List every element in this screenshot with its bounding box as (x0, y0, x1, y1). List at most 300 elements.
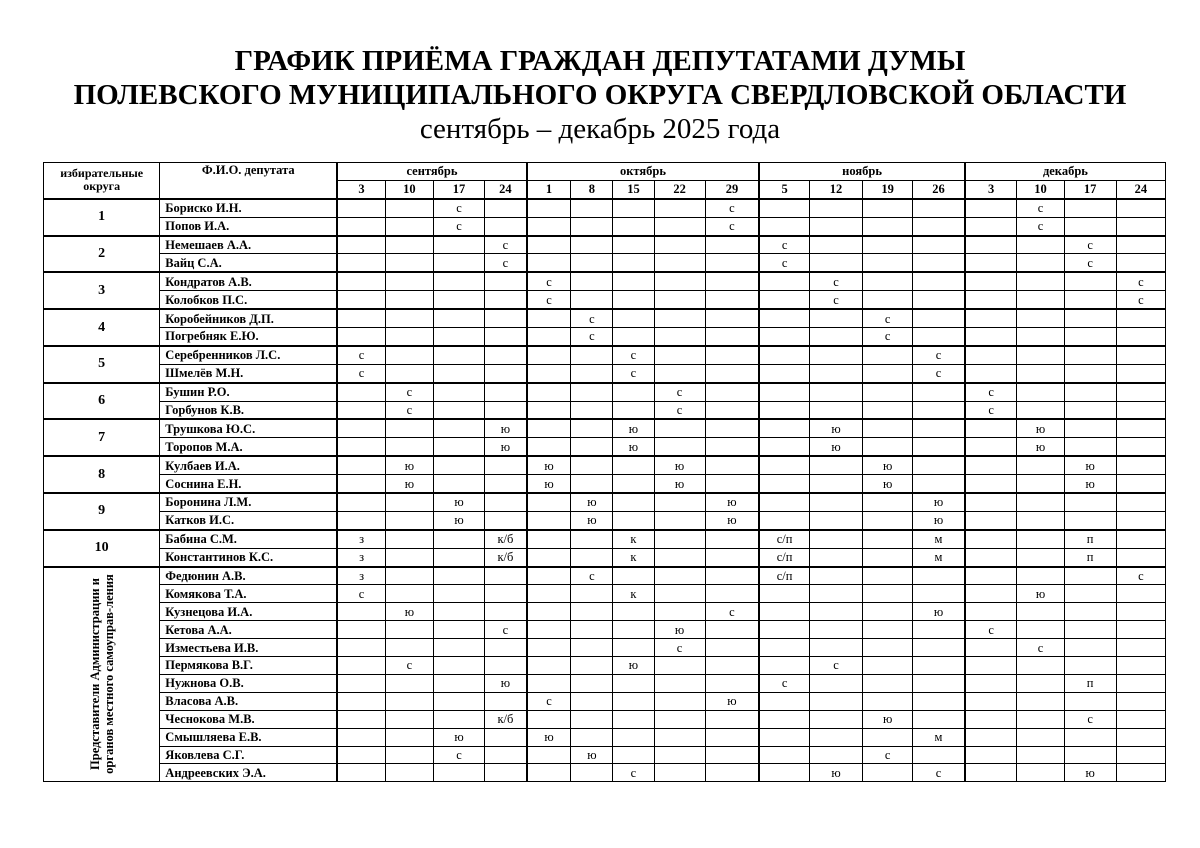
schedule-cell (1017, 728, 1064, 746)
schedule-cell (485, 199, 527, 217)
schedule-cell (485, 364, 527, 382)
schedule-cell (759, 657, 809, 675)
schedule-cell (965, 657, 1017, 675)
schedule-cell (759, 309, 809, 327)
schedule-cell (385, 548, 433, 566)
schedule-cell: с (1064, 254, 1116, 272)
schedule-cell (654, 764, 705, 782)
title-line-2: ПОЛЕВСКОГО МУНИЦИПАЛЬНОГО ОКРУГА СВЕРДЛОВСКОЙ ОБЛАСТИ (73, 79, 1127, 111)
schedule-cell (527, 383, 571, 401)
schedule-cell (1116, 254, 1165, 272)
schedule-cell (654, 419, 705, 437)
schedule-cell: с (1064, 710, 1116, 728)
schedule-cell: к/б (485, 548, 527, 566)
schedule-cell (337, 493, 385, 511)
schedule-cell: с (337, 364, 385, 382)
schedule-cell (527, 419, 571, 437)
deputy-name: Бориско И.Н. (160, 199, 337, 217)
schedule-cell (913, 438, 965, 456)
schedule-cell (613, 728, 654, 746)
schedule-cell (863, 383, 913, 401)
schedule-cell (571, 254, 613, 272)
schedule-cell: ю (1017, 419, 1064, 437)
schedule-cell (654, 548, 705, 566)
schedule-cell (337, 657, 385, 675)
schedule-cell (571, 236, 613, 254)
schedule-cell (485, 657, 527, 675)
schedule-cell (1064, 603, 1116, 621)
schedule-cell (337, 272, 385, 290)
schedule-cell (433, 419, 484, 437)
schedule-cell (1017, 746, 1064, 764)
schedule-cell (571, 603, 613, 621)
schedule-cell (527, 346, 571, 364)
schedule-cell (613, 692, 654, 710)
schedule-cell (485, 493, 527, 511)
schedule-cell: с (965, 401, 1017, 419)
schedule-cell (571, 475, 613, 493)
schedule-cell (433, 346, 484, 364)
schedule-cell (965, 548, 1017, 566)
schedule-cell (613, 456, 654, 474)
table-row (44, 621, 1166, 639)
header-day: 15 (613, 180, 654, 198)
schedule-cell (337, 419, 385, 437)
schedule-cell (433, 456, 484, 474)
schedule-cell (485, 567, 527, 585)
schedule-cell: с (1017, 639, 1064, 657)
schedule-cell (1017, 364, 1064, 382)
schedule-cell (485, 346, 527, 364)
schedule-cell: ю (485, 438, 527, 456)
schedule-cell (705, 710, 759, 728)
schedule-cell (863, 401, 913, 419)
schedule-cell (809, 236, 862, 254)
schedule-cell: с/п (759, 548, 809, 566)
schedule-cell (965, 639, 1017, 657)
schedule-cell: ю (809, 438, 862, 456)
schedule-cell (385, 236, 433, 254)
schedule-cell: с (913, 346, 965, 364)
schedule-cell (571, 272, 613, 290)
schedule-cell: с (705, 603, 759, 621)
schedule-cell (809, 548, 862, 566)
table-row (44, 764, 1166, 782)
schedule-cell (337, 692, 385, 710)
schedule-cell (705, 621, 759, 639)
schedule-cell (1064, 272, 1116, 290)
schedule-cell (1116, 585, 1165, 603)
schedule-cell: с (337, 346, 385, 364)
schedule-cell (965, 438, 1017, 456)
schedule-cell (485, 475, 527, 493)
schedule-cell (913, 199, 965, 217)
schedule-cell: ю (913, 493, 965, 511)
schedule-cell (337, 511, 385, 529)
header-day: 3 (965, 180, 1017, 198)
schedule-cell (965, 530, 1017, 548)
schedule-cell (527, 309, 571, 327)
schedule-cell (913, 585, 965, 603)
deputy-name: Коробейников Д.П. (160, 309, 337, 327)
schedule-cell: с (433, 746, 484, 764)
schedule-cell (613, 746, 654, 764)
schedule-cell: с (527, 291, 571, 309)
schedule-cell (433, 764, 484, 782)
schedule-cell (965, 364, 1017, 382)
header-month: октябрь (527, 163, 760, 181)
schedule-cell: с (385, 657, 433, 675)
schedule-cell (1064, 493, 1116, 511)
schedule-cell (433, 254, 484, 272)
schedule-cell (759, 364, 809, 382)
schedule-cell (527, 621, 571, 639)
deputy-name: Попов И.А. (160, 217, 337, 235)
schedule-cell (965, 309, 1017, 327)
schedule-cell (654, 511, 705, 529)
deputy-name: Смышляева Е.В. (160, 728, 337, 746)
schedule-cell (705, 383, 759, 401)
deputy-name: Нужнова О.В. (160, 674, 337, 692)
district-number: 4 (44, 309, 160, 346)
schedule-cell: с (809, 272, 862, 290)
schedule-cell (1064, 346, 1116, 364)
schedule-cell: ю (485, 419, 527, 437)
schedule-cell (571, 401, 613, 419)
schedule-cell (1017, 657, 1064, 675)
table-row (44, 364, 1166, 382)
schedule-cell (809, 475, 862, 493)
schedule-cell (965, 254, 1017, 272)
schedule-cell (337, 603, 385, 621)
table-row (44, 692, 1166, 710)
schedule-cell (809, 254, 862, 272)
table-row (44, 710, 1166, 728)
schedule-cell: с (527, 272, 571, 290)
schedule-cell (863, 236, 913, 254)
schedule-cell (965, 328, 1017, 346)
schedule-cell: ю (863, 710, 913, 728)
schedule-cell: з (337, 548, 385, 566)
schedule-cell (913, 621, 965, 639)
schedule-cell (1116, 199, 1165, 217)
schedule-cell (485, 309, 527, 327)
schedule-cell (863, 364, 913, 382)
schedule-cell: п (1064, 674, 1116, 692)
schedule-cell (1064, 511, 1116, 529)
schedule-cell (485, 511, 527, 529)
schedule-cell (571, 548, 613, 566)
schedule-cell (527, 657, 571, 675)
schedule-cell: ю (654, 456, 705, 474)
table-row (44, 493, 1166, 511)
schedule-cell (705, 530, 759, 548)
district-number: 10 (44, 530, 160, 567)
schedule-cell (613, 511, 654, 529)
schedule-cell (337, 639, 385, 657)
district-number: 6 (44, 383, 160, 420)
schedule-cell (385, 309, 433, 327)
schedule-cell (863, 585, 913, 603)
schedule-cell: с (613, 364, 654, 382)
schedule-cell: м (913, 530, 965, 548)
schedule-cell: ю (913, 511, 965, 529)
schedule-cell (654, 746, 705, 764)
schedule-cell (913, 475, 965, 493)
schedule-cell (705, 309, 759, 327)
schedule-cell (571, 346, 613, 364)
schedule-cell (1064, 199, 1116, 217)
schedule-cell (965, 493, 1017, 511)
deputy-name: Бабина С.М. (160, 530, 337, 548)
schedule-cell (527, 530, 571, 548)
table-row (44, 328, 1166, 346)
schedule-cell (809, 674, 862, 692)
schedule-cell: с (385, 383, 433, 401)
schedule-cell (759, 511, 809, 529)
schedule-cell (863, 217, 913, 235)
schedule-cell (1064, 585, 1116, 603)
schedule-cell (485, 217, 527, 235)
schedule-cell (485, 291, 527, 309)
schedule-cell (863, 621, 913, 639)
schedule-cell: с (654, 401, 705, 419)
schedule-cell (1116, 674, 1165, 692)
schedule-cell (337, 217, 385, 235)
deputy-name: Погребняк Е.Ю. (160, 328, 337, 346)
header-day: 17 (1064, 180, 1116, 198)
schedule-cell: с (613, 764, 654, 782)
schedule-cell (759, 585, 809, 603)
district-number: 1 (44, 199, 160, 236)
schedule-cell (1017, 272, 1064, 290)
schedule-cell (485, 383, 527, 401)
schedule-cell (705, 746, 759, 764)
schedule-cell (527, 217, 571, 235)
schedule-cell (433, 236, 484, 254)
schedule-cell (1064, 364, 1116, 382)
schedule-cell: с (1017, 217, 1064, 235)
schedule-cell (759, 639, 809, 657)
deputy-name: Константинов К.С. (160, 548, 337, 566)
schedule-cell (571, 639, 613, 657)
schedule-cell (913, 236, 965, 254)
schedule-cell (385, 674, 433, 692)
schedule-cell (759, 438, 809, 456)
schedule-cell (809, 692, 862, 710)
header-day: 3 (337, 180, 385, 198)
schedule-cell (433, 585, 484, 603)
schedule-cell (965, 567, 1017, 585)
schedule-cell (965, 199, 1017, 217)
schedule-cell (913, 567, 965, 585)
schedule-cell: с (485, 621, 527, 639)
header-day: 8 (571, 180, 613, 198)
schedule-cell: ю (385, 603, 433, 621)
table-row (44, 254, 1166, 272)
schedule-cell (705, 548, 759, 566)
deputy-name: Колобков П.С. (160, 291, 337, 309)
schedule-cell (705, 346, 759, 364)
schedule-cell: ю (705, 493, 759, 511)
schedule-cell (1017, 254, 1064, 272)
schedule-cell (433, 692, 484, 710)
schedule-cell (527, 548, 571, 566)
schedule-cell (759, 272, 809, 290)
schedule-cell (913, 639, 965, 657)
schedule-cell (385, 364, 433, 382)
schedule-cell (1116, 728, 1165, 746)
schedule-cell (613, 254, 654, 272)
schedule-cell: ю (571, 746, 613, 764)
header-day: 10 (1017, 180, 1064, 198)
schedule-cell (1064, 328, 1116, 346)
table-row (44, 383, 1166, 401)
schedule-cell (1116, 657, 1165, 675)
deputy-name: Торопов М.А. (160, 438, 337, 456)
schedule-cell (863, 603, 913, 621)
schedule-cell: с (613, 346, 654, 364)
schedule-cell: с (1116, 567, 1165, 585)
schedule-cell: ю (1064, 475, 1116, 493)
schedule-cell (385, 567, 433, 585)
schedule-cell (913, 328, 965, 346)
schedule-cell: с (759, 254, 809, 272)
schedule-cell (654, 585, 705, 603)
schedule-cell: с (433, 199, 484, 217)
schedule-cell (571, 674, 613, 692)
schedule-cell (759, 764, 809, 782)
schedule-cell (1017, 710, 1064, 728)
schedule-cell (759, 291, 809, 309)
schedule-cell (913, 456, 965, 474)
schedule-cell (759, 603, 809, 621)
schedule-cell (571, 199, 613, 217)
schedule-cell: с (913, 764, 965, 782)
schedule-cell (613, 236, 654, 254)
schedule-cell (385, 254, 433, 272)
schedule-cell: с (654, 639, 705, 657)
schedule-cell (613, 217, 654, 235)
schedule-cell (654, 328, 705, 346)
schedule-cell (1064, 401, 1116, 419)
schedule-cell (385, 438, 433, 456)
schedule-cell (1116, 346, 1165, 364)
schedule-cell (337, 710, 385, 728)
schedule-cell (705, 657, 759, 675)
schedule-cell: с (527, 692, 571, 710)
schedule-cell: ю (613, 657, 654, 675)
schedule-cell (863, 764, 913, 782)
deputy-name: Федюнин А.В. (160, 567, 337, 585)
schedule-cell (654, 674, 705, 692)
schedule-cell: с (863, 746, 913, 764)
schedule-cell (863, 438, 913, 456)
schedule-cell (759, 456, 809, 474)
schedule-cell (965, 419, 1017, 437)
schedule-cell (1017, 309, 1064, 327)
schedule-cell (385, 530, 433, 548)
schedule-cell (1116, 548, 1165, 566)
schedule-cell (1064, 438, 1116, 456)
schedule-cell (759, 746, 809, 764)
table-row (44, 272, 1166, 290)
schedule-cell (913, 674, 965, 692)
schedule-cell (1116, 236, 1165, 254)
district-number: 9 (44, 493, 160, 530)
schedule-cell (965, 456, 1017, 474)
schedule-cell (654, 364, 705, 382)
schedule-cell: ю (571, 511, 613, 529)
schedule-cell (1116, 530, 1165, 548)
schedule-cell: ю (705, 692, 759, 710)
schedule-cell (1017, 346, 1064, 364)
schedule-cell (759, 346, 809, 364)
schedule-cell (913, 746, 965, 764)
table-row (44, 511, 1166, 529)
schedule-cell (965, 710, 1017, 728)
schedule-cell (1116, 639, 1165, 657)
schedule-cell: с (1116, 272, 1165, 290)
schedule-cell (571, 530, 613, 548)
schedule-cell (809, 746, 862, 764)
schedule-cell: ю (863, 456, 913, 474)
schedule-cell (863, 254, 913, 272)
schedule-cell: м (913, 728, 965, 746)
schedule-cell: ю (527, 456, 571, 474)
table-row (44, 217, 1166, 235)
schedule-cell (527, 764, 571, 782)
schedule-cell (654, 710, 705, 728)
schedule-cell (705, 419, 759, 437)
table-row (44, 401, 1166, 419)
schedule-cell (527, 603, 571, 621)
header-month: ноябрь (759, 163, 965, 181)
deputy-name: Трушкова Ю.С. (160, 419, 337, 437)
schedule-cell: с/п (759, 530, 809, 548)
schedule-cell (809, 639, 862, 657)
schedule-cell: с (571, 567, 613, 585)
schedule-cell (705, 728, 759, 746)
schedule-cell (863, 272, 913, 290)
schedule-cell: с (1116, 291, 1165, 309)
schedule-cell (613, 603, 654, 621)
schedule-cell (385, 419, 433, 437)
document-title (0, 44, 1200, 146)
district-number: 8 (44, 456, 160, 493)
deputy-name: Изместьева И.В. (160, 639, 337, 657)
table-row (44, 567, 1166, 585)
schedule-cell: ю (705, 511, 759, 529)
schedule-cell (485, 401, 527, 419)
table-row (44, 728, 1166, 746)
schedule-cell (965, 236, 1017, 254)
schedule-cell (1017, 674, 1064, 692)
schedule-table (43, 162, 1166, 782)
schedule-cell: с (965, 383, 1017, 401)
schedule-cell: п (1064, 530, 1116, 548)
schedule-cell (1064, 419, 1116, 437)
header-month: сентябрь (337, 163, 526, 181)
schedule-cell: ю (863, 475, 913, 493)
schedule-cell (1017, 493, 1064, 511)
schedule-cell (1116, 511, 1165, 529)
schedule-cell (1064, 383, 1116, 401)
header-day: 26 (913, 180, 965, 198)
schedule-cell (809, 511, 862, 529)
table-row (44, 309, 1166, 327)
schedule-cell (965, 764, 1017, 782)
